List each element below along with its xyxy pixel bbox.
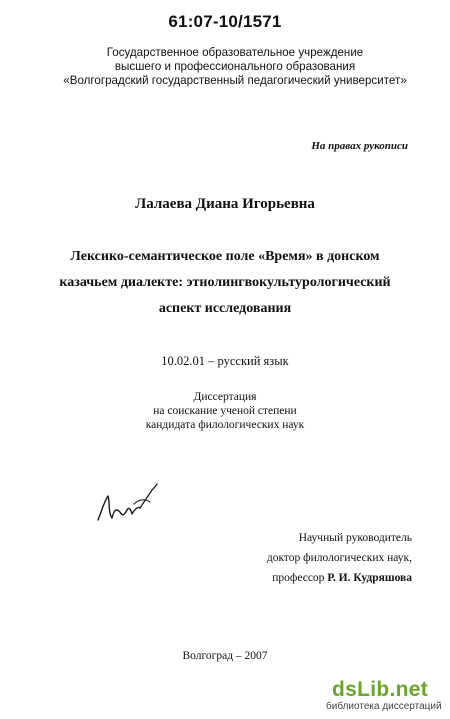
degree-line: на соискание ученой степени (153, 405, 297, 417)
institution-block (40, 46, 430, 88)
title-line: Лексико-семантическое поле «Время» в донском (70, 249, 380, 264)
dissertation-title (20, 244, 430, 322)
handwritten-signature (94, 480, 164, 530)
supervisor-title: профессор (272, 572, 328, 584)
watermark-logo: dsLib.net (332, 678, 429, 701)
supervisor-degree: доктор филологических наук, (266, 552, 412, 564)
catalog-code: 61:07-10/1571 (168, 12, 282, 31)
watermark (326, 678, 444, 716)
degree-line: Диссертация (193, 391, 257, 403)
degree-line: кандидата филологических наук (145, 419, 305, 431)
institution-line: «Волгоградский государственный педагогический университет» (63, 74, 407, 87)
supervisor-block (267, 528, 412, 588)
degree-block (0, 390, 450, 432)
title-line: казачьем диалекте: этнолингвокультурологический (59, 275, 391, 290)
title-line: аспект исследования (158, 301, 292, 316)
watermark-tagline: библиотека диссертаций (326, 701, 442, 712)
institution-line: высшего и профессионального образования (114, 60, 356, 73)
supervisor-name: Р. И. Кудряшова (327, 572, 412, 584)
institution-line: Государственное образовательное учреждение (106, 46, 364, 59)
supervisor-role: Научный руководитель (298, 532, 412, 544)
city-year: Волгоград – 2007 (182, 650, 268, 662)
author-name: Лалаева Диана Игорьевна (135, 196, 315, 212)
manuscript-note: На правах рукописи (311, 140, 408, 152)
supervisor-name-line (267, 568, 412, 588)
specialty-code: 10.02.01 – русский язык (161, 354, 289, 368)
